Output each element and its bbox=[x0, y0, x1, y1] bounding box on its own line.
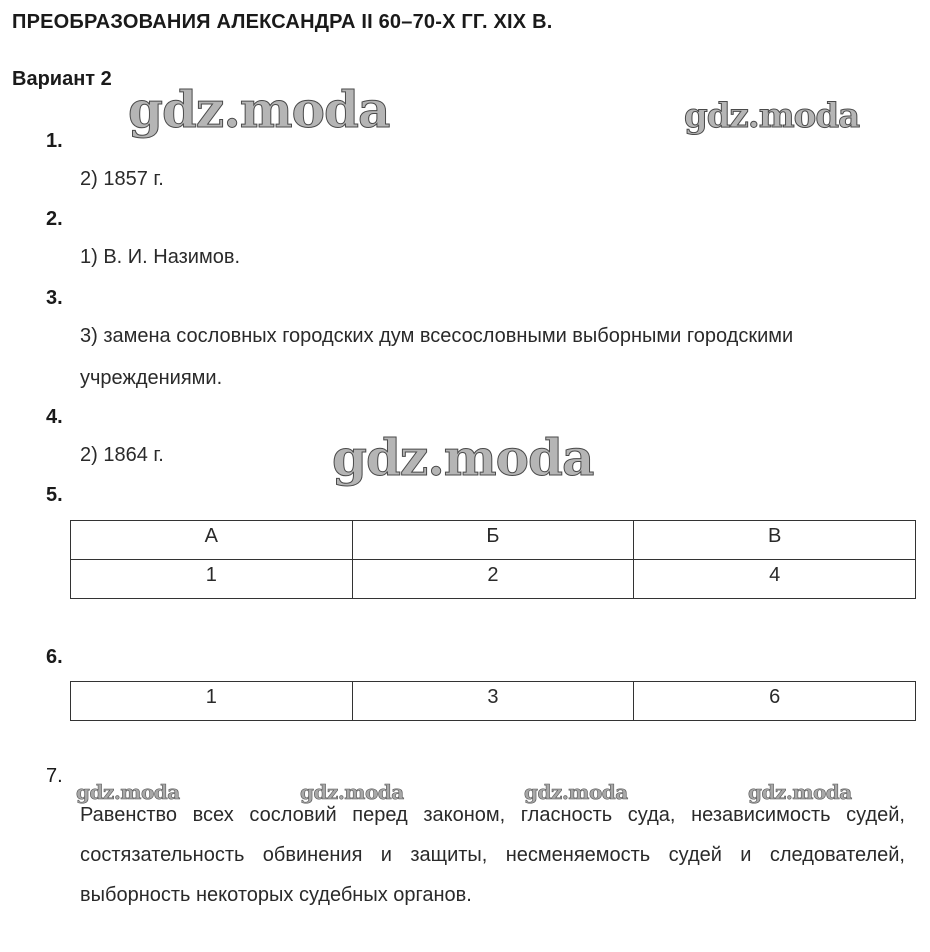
table-cell: А bbox=[71, 521, 353, 560]
question-number-3: 3. bbox=[46, 287, 63, 309]
answer-4: 2) 1864 г. bbox=[80, 444, 164, 466]
question-number-4: 4. bbox=[46, 406, 63, 428]
table-cell: 2 bbox=[352, 560, 634, 599]
answer-2: 1) В. И. Назимов. bbox=[80, 246, 241, 268]
watermark-logo: gdz.moda bbox=[684, 96, 860, 136]
answer-3-line-1: 3) замена сословных городских дум всесословными выборными городскими bbox=[80, 325, 794, 347]
answer-7: Равенство всех сословий перед законом, гласность суда, независимость судей, состязательность обвинения и защиты, несменяемость судей и следователей, выборность некоторых судебных органов. bbox=[80, 804, 905, 906]
watermark-logo: gdz.moda bbox=[300, 780, 404, 804]
question-number-5: 5. bbox=[46, 484, 63, 506]
answer-table-6 bbox=[70, 681, 916, 721]
watermark-logo: gdz.moda bbox=[76, 780, 180, 804]
variant-label: Вариант 2 bbox=[12, 68, 112, 90]
table-cell: 1 bbox=[71, 682, 353, 721]
table-cell: Б bbox=[352, 521, 634, 560]
page-title: ПРЕОБРАЗОВАНИЯ АЛЕКСАНДРА II 60–70-Х ГГ. XIX В. bbox=[12, 11, 553, 33]
table-header-row bbox=[71, 521, 916, 560]
question-number-6: 6. bbox=[46, 646, 63, 668]
table-cell: 6 bbox=[634, 682, 916, 721]
answer-3-line-2: учреждениями. bbox=[80, 367, 223, 389]
answer-1: 2) 1857 г. bbox=[80, 168, 164, 190]
watermark-logo: gdz.moda bbox=[748, 780, 852, 804]
table-cell: 4 bbox=[634, 560, 916, 599]
table-cell: В bbox=[634, 521, 916, 560]
watermark-logo: gdz.moda bbox=[128, 80, 390, 139]
watermark-logo: gdz.moda bbox=[524, 780, 628, 804]
table-cell: 3 bbox=[352, 682, 634, 721]
table-row bbox=[71, 682, 916, 721]
question-number-1: 1. bbox=[46, 130, 63, 152]
table-row bbox=[71, 560, 916, 599]
table-cell: 1 bbox=[71, 560, 353, 599]
question-number-7: 7. bbox=[46, 765, 63, 787]
answer-table-5 bbox=[70, 520, 916, 599]
question-number-2: 2. bbox=[46, 208, 63, 230]
watermark-logo: gdz.moda bbox=[332, 428, 594, 487]
